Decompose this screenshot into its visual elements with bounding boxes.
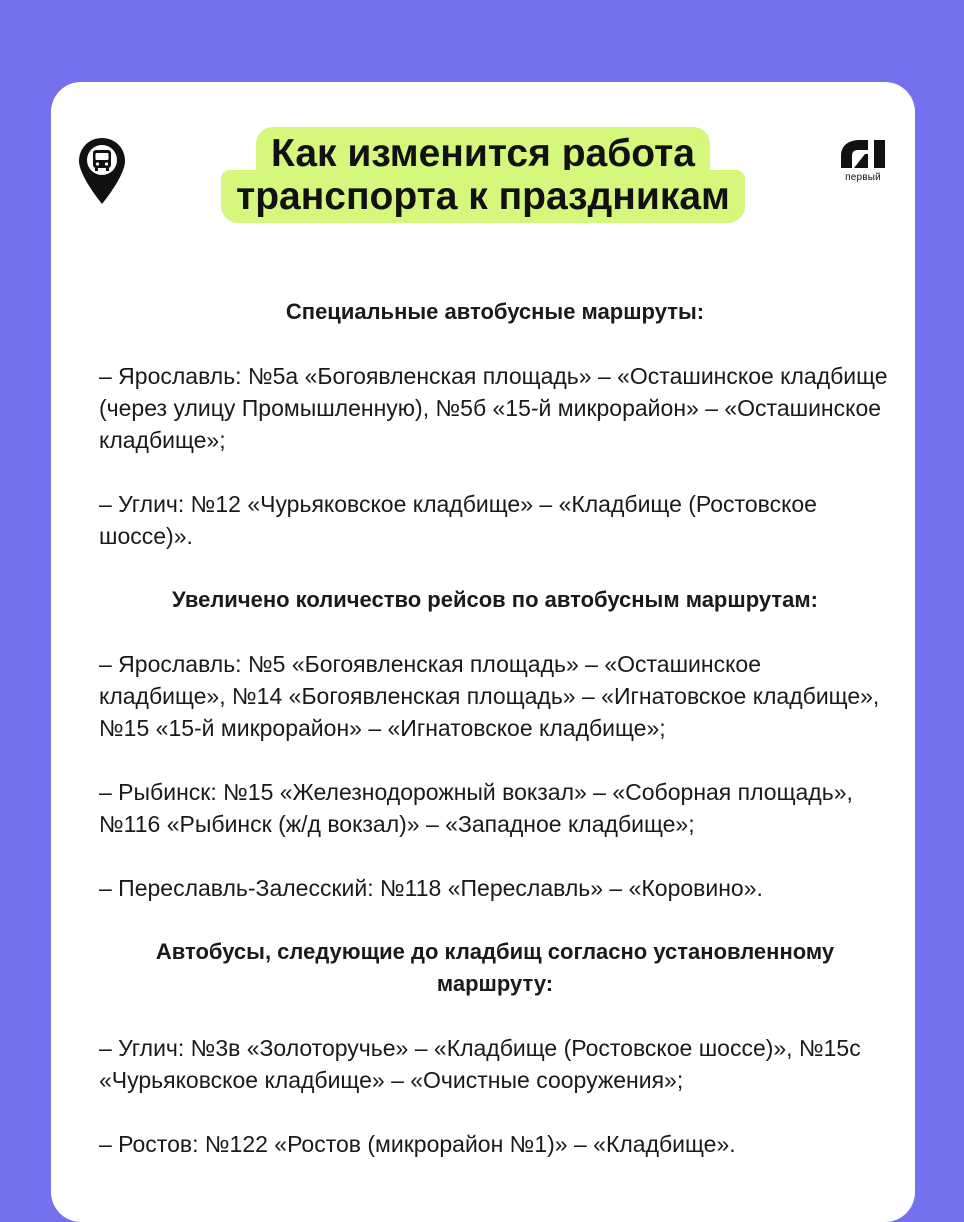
list-item: – Ярославль: №5а «Богоявленская площадь» – «Осташинское кладбище (через улицу Промышленную), №5б «15-й микрорайон» – «Осташинское кладбище»; bbox=[99, 363, 888, 453]
list-item: – Переславль-Залесский: №118 «Переславль» – «Коровино». bbox=[99, 875, 763, 901]
title-line-2: транспорта к праздникам bbox=[226, 175, 740, 218]
section-heading-cemetery: Автобусы, следующие до кладбищ согласно установленному маршруту: bbox=[155, 939, 835, 996]
list-item: – Ростов: №122 «Ростов (микрорайон №1)» – «Кладбище». bbox=[99, 1131, 736, 1157]
title-line-1: Как изменится работа bbox=[261, 132, 705, 175]
list-item: – Рыбинск: №15 «Железнодорожный вокзал» – «Соборная площадь», №116 «Рыбинск (ж/д вокзал)» – «Западное кладбище»; bbox=[99, 779, 853, 837]
yaroslavl-first-logo-icon bbox=[838, 138, 888, 170]
logo-caption: первый bbox=[845, 172, 881, 183]
list-item: – Углич: №3в «Золоторучье» – «Кладбище (Ростовское шоссе)», №15с «Чурьяковское кладбище» – «Очистные сооружения»; bbox=[99, 1035, 861, 1093]
content-card bbox=[51, 82, 915, 1222]
article-body bbox=[99, 296, 891, 1160]
brand-logo bbox=[837, 138, 889, 183]
page-title bbox=[51, 132, 915, 218]
section-heading-increased: Увеличено количество рейсов по автобусным маршрутам: bbox=[172, 587, 818, 612]
list-item: – Ярославль: №5 «Богоявленская площадь» – «Осташинское кладбище», №14 «Богоявленская площадь» – «Игнатовское кладбище», №15 «15-й микрорайон» – «Игнатовское кладбище»; bbox=[99, 651, 880, 741]
section-heading-special: Специальные автобусные маршруты: bbox=[285, 299, 705, 324]
list-item: – Углич: №12 «Чурьяковское кладбище» – «Кладбище (Ростовское шоссе)». bbox=[99, 491, 817, 549]
